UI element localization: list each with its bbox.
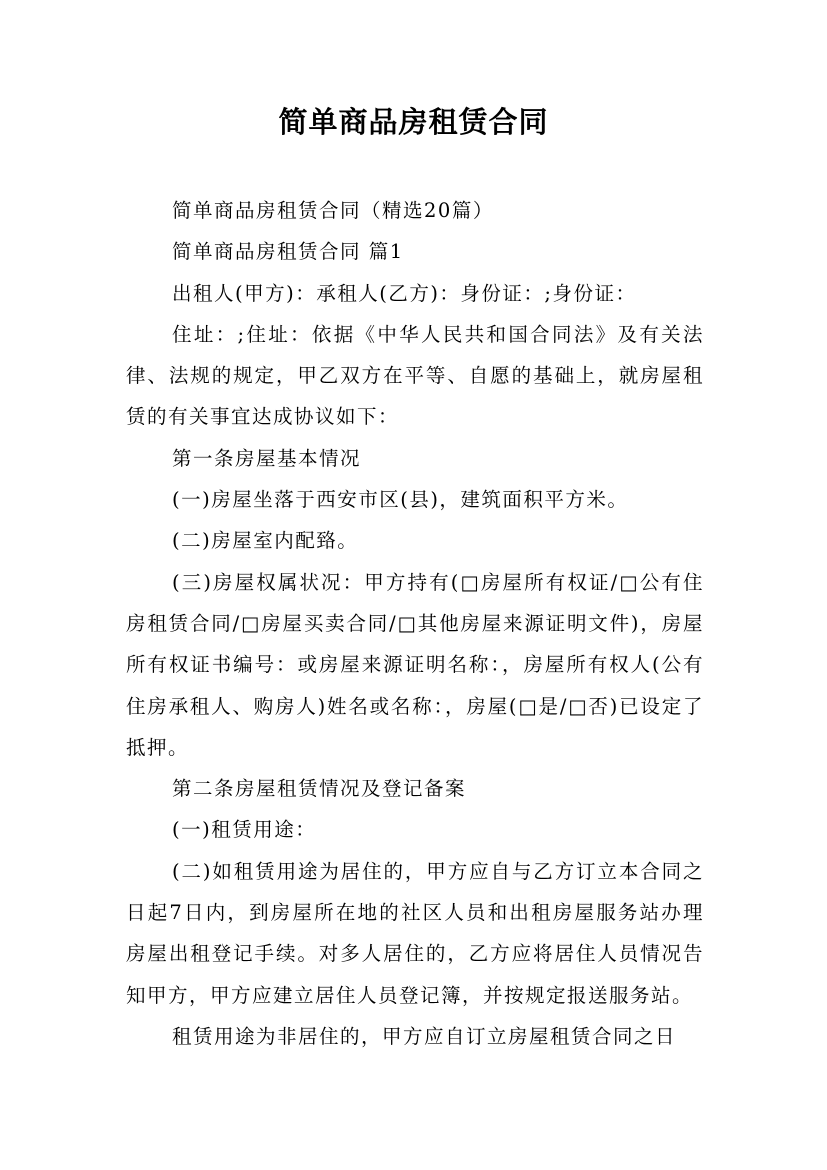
paragraph-address-preamble: 住址：;住址：依据《中华人民共和国合同法》及有关法律、法规的规定，甲乙双方在平等、自愿的基础上，就房屋租赁的有关事宜达成协议如下：	[126, 322, 704, 429]
paragraph-article-2-non-residential: 租赁用途为非居住的，甲方应自订立房屋租赁合同之日	[172, 1024, 677, 1048]
document-title: 简单商品房租赁合同	[278, 105, 549, 139]
paragraph-article-2-heading: 第二条房屋租赁情况及登记备案	[172, 777, 467, 801]
paragraph-parties: 出租人(甲方)：承租人(乙方)：身份证：;身份证：	[172, 281, 637, 305]
paragraph-article-1-item-1: (一)房屋坐落于西安市区(县)，建筑面积平方米。	[172, 488, 629, 512]
paragraph-article-1-heading: 第一条房屋基本情况	[172, 446, 362, 470]
paragraph-article-2-item-1: (一)租赁用途：	[172, 818, 317, 842]
paragraph-section-heading: 简单商品房租赁合同 篇1	[172, 240, 404, 264]
document-body	[126, 190, 704, 1057]
paragraph-article-2-item-2: (二)如租赁用途为居住的，甲方应自与乙方订立本合同之日起7日内，到房屋所在地的社区人员和出租房屋服务站办理房屋出租登记手续。对多人居住的，乙方应将居住人员情况告知甲方，甲方应建立居住人员登记簿，并按规定报送服务站。	[126, 859, 704, 1007]
paragraph-subtitle: 简单商品房租赁合同（精选20篇）	[172, 199, 494, 222]
paragraph-article-1-item-3: (三)房屋权属状况：甲方持有(□房屋所有权证/□公有住房租赁合同/□房屋买卖合同/□其他房屋来源证明文件)，房屋所有权证书编号：或房屋来源证明名称：，房屋所有权人(公有住房承租人、购房人)姓名或名称：，房屋(□是/□否)已设定了抵押。	[126, 570, 704, 759]
paragraph-article-1-item-2: (二)房屋室内配臵。	[172, 529, 359, 553]
